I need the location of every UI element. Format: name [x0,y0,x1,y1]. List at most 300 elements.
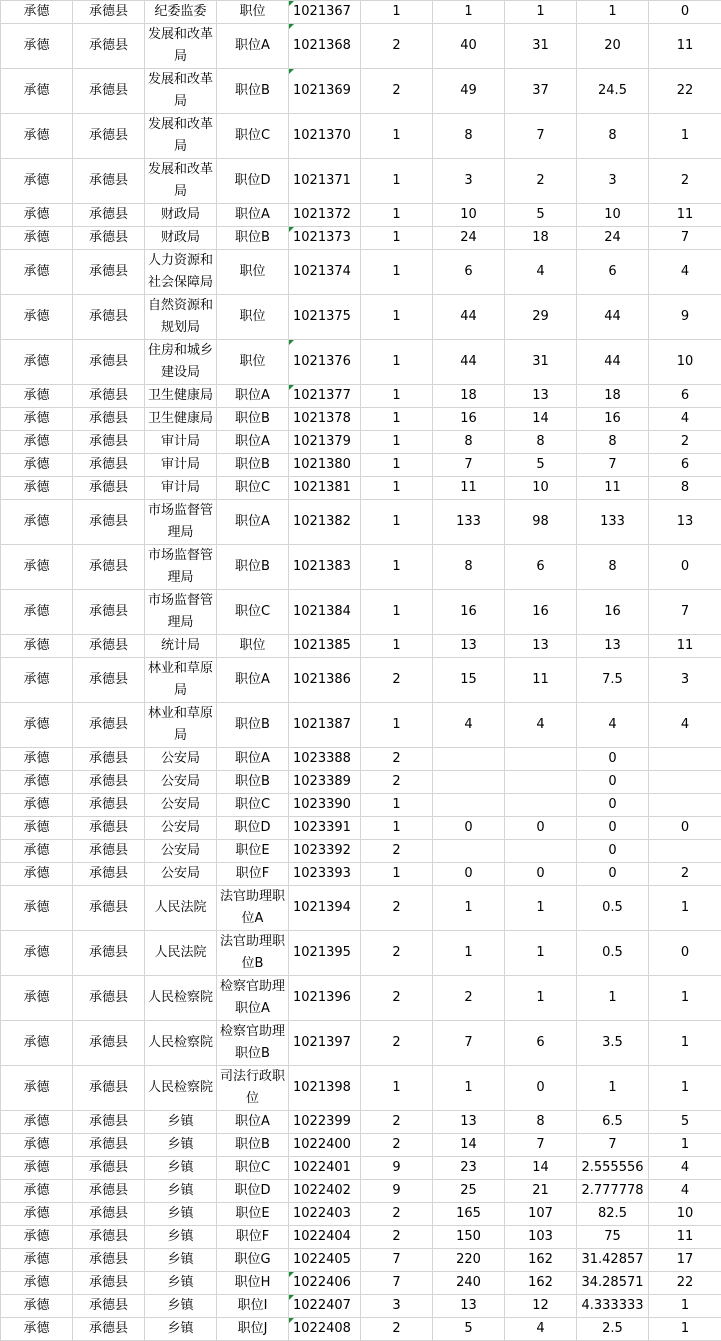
county-cell[interactable]: 承德县 [73,748,145,771]
ratio-cell[interactable]: 7 [577,454,649,477]
position-cell[interactable]: 职位A [217,24,289,69]
paid-cell[interactable]: 22 [649,69,721,114]
department-cell[interactable]: 林业和草原局 [145,703,217,748]
hiring-count-cell[interactable]: 7 [361,1272,433,1295]
city-cell[interactable]: 承德 [1,771,73,794]
approved-cell[interactable]: 8 [505,1111,577,1134]
position-cell[interactable]: 职位 [217,1,289,24]
hiring-count-cell[interactable]: 2 [361,1021,433,1066]
ratio-cell[interactable]: 6.5 [577,1111,649,1134]
approved-cell[interactable]: 31 [505,24,577,69]
city-cell[interactable]: 承德 [1,1318,73,1341]
position-cell[interactable]: 职位D [217,1180,289,1203]
applicants-cell[interactable]: 3 [433,159,505,204]
hiring-count-cell[interactable]: 2 [361,886,433,931]
position-cell[interactable]: 检察官助理职位A [217,976,289,1021]
approved-cell[interactable]: 31 [505,340,577,385]
applicants-cell[interactable]: 13 [433,1111,505,1134]
approved-cell[interactable]: 4 [505,1318,577,1341]
county-cell[interactable]: 承德县 [73,1157,145,1180]
position-cell[interactable]: 检察官助理职位B [217,1021,289,1066]
ratio-cell[interactable]: 2.5 [577,1318,649,1341]
city-cell[interactable]: 承德 [1,1203,73,1226]
county-cell[interactable]: 承德县 [73,703,145,748]
position-cell[interactable]: 职位C [217,114,289,159]
paid-cell[interactable]: 22 [649,1272,721,1295]
department-cell[interactable]: 乡镇 [145,1295,217,1318]
applicants-cell[interactable]: 40 [433,24,505,69]
approved-cell[interactable]: 8 [505,431,577,454]
department-cell[interactable]: 纪委监委 [145,1,217,24]
paid-cell[interactable] [649,771,721,794]
city-cell[interactable]: 承德 [1,1134,73,1157]
county-cell[interactable]: 承德县 [73,204,145,227]
approved-cell[interactable]: 98 [505,500,577,545]
department-cell[interactable]: 卫生健康局 [145,385,217,408]
hiring-count-cell[interactable]: 1 [361,817,433,840]
approved-cell[interactable]: 0 [505,863,577,886]
paid-cell[interactable]: 7 [649,227,721,250]
city-cell[interactable]: 承德 [1,1249,73,1272]
city-cell[interactable]: 承德 [1,431,73,454]
position-code-cell[interactable]: 1023393 [289,863,361,886]
ratio-cell[interactable]: 1 [577,976,649,1021]
position-code-cell[interactable]: 1021373 [289,227,361,250]
paid-cell[interactable]: 4 [649,250,721,295]
applicants-cell[interactable]: 14 [433,1134,505,1157]
department-cell[interactable]: 乡镇 [145,1226,217,1249]
applicants-cell[interactable]: 23 [433,1157,505,1180]
ratio-cell[interactable]: 4 [577,703,649,748]
department-cell[interactable]: 市场监督管理局 [145,545,217,590]
city-cell[interactable]: 承德 [1,590,73,635]
county-cell[interactable]: 承德县 [73,454,145,477]
paid-cell[interactable]: 0 [649,817,721,840]
position-code-cell[interactable]: 1022406 [289,1272,361,1295]
position-code-cell[interactable]: 1021378 [289,408,361,431]
position-cell[interactable]: 职位B [217,703,289,748]
position-code-cell[interactable]: 1022401 [289,1157,361,1180]
applicants-cell[interactable]: 8 [433,114,505,159]
applicants-cell[interactable]: 15 [433,658,505,703]
department-cell[interactable]: 乡镇 [145,1318,217,1341]
position-cell[interactable]: 职位A [217,1111,289,1134]
ratio-cell[interactable]: 31.42857 [577,1249,649,1272]
city-cell[interactable]: 承德 [1,658,73,703]
applicants-cell[interactable]: 220 [433,1249,505,1272]
county-cell[interactable]: 承德县 [73,863,145,886]
approved-cell[interactable]: 37 [505,69,577,114]
paid-cell[interactable]: 11 [649,24,721,69]
department-cell[interactable]: 住房和城乡建设局 [145,340,217,385]
county-cell[interactable]: 承德县 [73,500,145,545]
approved-cell[interactable]: 18 [505,227,577,250]
position-code-cell[interactable]: 1021386 [289,658,361,703]
county-cell[interactable]: 承德县 [73,545,145,590]
department-cell[interactable]: 审计局 [145,431,217,454]
city-cell[interactable]: 承德 [1,159,73,204]
county-cell[interactable]: 承德县 [73,886,145,931]
county-cell[interactable]: 承德县 [73,385,145,408]
position-code-cell[interactable]: 1022402 [289,1180,361,1203]
position-code-cell[interactable]: 1021397 [289,1021,361,1066]
paid-cell[interactable]: 5 [649,1111,721,1134]
position-code-cell[interactable]: 1022404 [289,1226,361,1249]
hiring-count-cell[interactable]: 2 [361,840,433,863]
approved-cell[interactable]: 12 [505,1295,577,1318]
city-cell[interactable]: 承德 [1,1226,73,1249]
hiring-count-cell[interactable]: 2 [361,1226,433,1249]
hiring-count-cell[interactable]: 1 [361,114,433,159]
county-cell[interactable]: 承德县 [73,1021,145,1066]
position-code-cell[interactable]: 1021377 [289,385,361,408]
county-cell[interactable]: 承德县 [73,159,145,204]
hiring-count-cell[interactable]: 9 [361,1180,433,1203]
paid-cell[interactable]: 0 [649,931,721,976]
paid-cell[interactable]: 1 [649,114,721,159]
city-cell[interactable]: 承德 [1,295,73,340]
county-cell[interactable]: 承德县 [73,1,145,24]
city-cell[interactable]: 承德 [1,1021,73,1066]
applicants-cell[interactable]: 16 [433,408,505,431]
county-cell[interactable]: 承德县 [73,1066,145,1111]
hiring-count-cell[interactable]: 1 [361,340,433,385]
county-cell[interactable]: 承德县 [73,840,145,863]
ratio-cell[interactable]: 34.28571 [577,1272,649,1295]
approved-cell[interactable]: 162 [505,1272,577,1295]
position-cell[interactable]: 职位 [217,250,289,295]
ratio-cell[interactable]: 8 [577,114,649,159]
applicants-cell[interactable]: 49 [433,69,505,114]
position-cell[interactable]: 职位 [217,340,289,385]
position-cell[interactable]: 职位 [217,295,289,340]
department-cell[interactable]: 公安局 [145,863,217,886]
department-cell[interactable]: 公安局 [145,817,217,840]
hiring-count-cell[interactable]: 1 [361,477,433,500]
hiring-count-cell[interactable]: 2 [361,748,433,771]
approved-cell[interactable]: 6 [505,545,577,590]
county-cell[interactable]: 承德县 [73,1318,145,1341]
position-cell[interactable]: 职位B [217,69,289,114]
county-cell[interactable]: 承德县 [73,635,145,658]
city-cell[interactable]: 承德 [1,1180,73,1203]
county-cell[interactable]: 承德县 [73,295,145,340]
applicants-cell[interactable]: 13 [433,635,505,658]
city-cell[interactable]: 承德 [1,454,73,477]
department-cell[interactable]: 人民法院 [145,886,217,931]
county-cell[interactable]: 承德县 [73,340,145,385]
county-cell[interactable]: 承德县 [73,590,145,635]
city-cell[interactable]: 承德 [1,817,73,840]
position-code-cell[interactable]: 1022399 [289,1111,361,1134]
approved-cell[interactable]: 4 [505,250,577,295]
city-cell[interactable]: 承德 [1,1111,73,1134]
applicants-cell[interactable]: 0 [433,863,505,886]
department-cell[interactable]: 人民检察院 [145,1066,217,1111]
department-cell[interactable]: 乡镇 [145,1203,217,1226]
position-code-cell[interactable]: 1021376 [289,340,361,385]
approved-cell[interactable]: 2 [505,159,577,204]
department-cell[interactable]: 财政局 [145,204,217,227]
department-cell[interactable]: 统计局 [145,635,217,658]
department-cell[interactable]: 乡镇 [145,1272,217,1295]
applicants-cell[interactable]: 7 [433,1021,505,1066]
department-cell[interactable]: 人民法院 [145,931,217,976]
hiring-count-cell[interactable]: 1 [361,1,433,24]
paid-cell[interactable]: 11 [649,1226,721,1249]
department-cell[interactable]: 公安局 [145,840,217,863]
ratio-cell[interactable]: 0 [577,840,649,863]
applicants-cell[interactable]: 7 [433,454,505,477]
applicants-cell[interactable]: 165 [433,1203,505,1226]
applicants-cell[interactable]: 16 [433,590,505,635]
position-cell[interactable]: 职位D [217,159,289,204]
approved-cell[interactable]: 1 [505,1,577,24]
hiring-count-cell[interactable]: 2 [361,1318,433,1341]
position-cell[interactable]: 职位B [217,227,289,250]
hiring-count-cell[interactable]: 1 [361,454,433,477]
applicants-cell[interactable] [433,771,505,794]
approved-cell[interactable]: 21 [505,1180,577,1203]
position-cell[interactable]: 职位 [217,635,289,658]
paid-cell[interactable]: 6 [649,454,721,477]
hiring-count-cell[interactable]: 1 [361,385,433,408]
position-cell[interactable]: 职位G [217,1249,289,1272]
applicants-cell[interactable] [433,840,505,863]
position-cell[interactable]: 职位A [217,385,289,408]
position-cell[interactable]: 职位C [217,590,289,635]
hiring-count-cell[interactable]: 1 [361,250,433,295]
city-cell[interactable]: 承德 [1,886,73,931]
paid-cell[interactable]: 6 [649,385,721,408]
county-cell[interactable]: 承德县 [73,1226,145,1249]
department-cell[interactable]: 市场监督管理局 [145,500,217,545]
city-cell[interactable]: 承德 [1,408,73,431]
position-code-cell[interactable]: 1021372 [289,204,361,227]
position-code-cell[interactable]: 1022405 [289,1249,361,1272]
position-cell[interactable]: 职位C [217,477,289,500]
ratio-cell[interactable]: 0.5 [577,931,649,976]
applicants-cell[interactable]: 2 [433,976,505,1021]
county-cell[interactable]: 承德县 [73,431,145,454]
position-code-cell[interactable]: 1021380 [289,454,361,477]
position-code-cell[interactable]: 1021371 [289,159,361,204]
applicants-cell[interactable]: 10 [433,204,505,227]
department-cell[interactable]: 审计局 [145,477,217,500]
ratio-cell[interactable]: 0 [577,817,649,840]
position-cell[interactable]: 职位C [217,1157,289,1180]
applicants-cell[interactable]: 5 [433,1318,505,1341]
hiring-count-cell[interactable]: 1 [361,590,433,635]
county-cell[interactable]: 承德县 [73,1111,145,1134]
ratio-cell[interactable]: 10 [577,204,649,227]
ratio-cell[interactable]: 0 [577,794,649,817]
ratio-cell[interactable]: 44 [577,295,649,340]
county-cell[interactable]: 承德县 [73,976,145,1021]
department-cell[interactable]: 人民检察院 [145,976,217,1021]
paid-cell[interactable]: 2 [649,863,721,886]
position-code-cell[interactable]: 1021381 [289,477,361,500]
hiring-count-cell[interactable]: 1 [361,408,433,431]
hiring-count-cell[interactable]: 2 [361,771,433,794]
approved-cell[interactable]: 7 [505,1134,577,1157]
paid-cell[interactable]: 4 [649,1157,721,1180]
approved-cell[interactable] [505,748,577,771]
approved-cell[interactable]: 0 [505,1066,577,1111]
hiring-count-cell[interactable]: 1 [361,794,433,817]
department-cell[interactable]: 发展和改革局 [145,159,217,204]
hiring-count-cell[interactable]: 1 [361,227,433,250]
hiring-count-cell[interactable]: 2 [361,69,433,114]
paid-cell[interactable]: 8 [649,477,721,500]
paid-cell[interactable]: 17 [649,1249,721,1272]
position-cell[interactable]: 职位B [217,771,289,794]
hiring-count-cell[interactable]: 7 [361,1249,433,1272]
paid-cell[interactable]: 0 [649,1,721,24]
position-code-cell[interactable]: 1021384 [289,590,361,635]
approved-cell[interactable]: 16 [505,590,577,635]
paid-cell[interactable]: 11 [649,204,721,227]
paid-cell[interactable]: 4 [649,408,721,431]
position-cell[interactable]: 职位J [217,1318,289,1341]
county-cell[interactable]: 承德县 [73,408,145,431]
position-cell[interactable]: 司法行政职位 [217,1066,289,1111]
applicants-cell[interactable]: 24 [433,227,505,250]
paid-cell[interactable] [649,794,721,817]
county-cell[interactable]: 承德县 [73,1272,145,1295]
county-cell[interactable]: 承德县 [73,114,145,159]
approved-cell[interactable]: 5 [505,454,577,477]
county-cell[interactable]: 承德县 [73,771,145,794]
position-code-cell[interactable]: 1021379 [289,431,361,454]
position-cell[interactable]: 职位B [217,1134,289,1157]
position-cell[interactable]: 职位B [217,545,289,590]
approved-cell[interactable]: 107 [505,1203,577,1226]
position-code-cell[interactable]: 1023389 [289,771,361,794]
department-cell[interactable]: 财政局 [145,227,217,250]
paid-cell[interactable]: 1 [649,1021,721,1066]
position-code-cell[interactable]: 1021385 [289,635,361,658]
ratio-cell[interactable]: 6 [577,250,649,295]
applicants-cell[interactable] [433,794,505,817]
approved-cell[interactable]: 7 [505,114,577,159]
paid-cell[interactable]: 13 [649,500,721,545]
position-code-cell[interactable]: 1022407 [289,1295,361,1318]
approved-cell[interactable]: 14 [505,1157,577,1180]
hiring-count-cell[interactable]: 2 [361,1203,433,1226]
hiring-count-cell[interactable]: 2 [361,1111,433,1134]
hiring-count-cell[interactable]: 9 [361,1157,433,1180]
department-cell[interactable]: 公安局 [145,794,217,817]
applicants-cell[interactable]: 4 [433,703,505,748]
position-cell[interactable]: 职位E [217,1203,289,1226]
department-cell[interactable]: 卫生健康局 [145,408,217,431]
ratio-cell[interactable]: 2.555556 [577,1157,649,1180]
hiring-count-cell[interactable]: 2 [361,658,433,703]
county-cell[interactable]: 承德县 [73,1134,145,1157]
position-code-cell[interactable]: 1021398 [289,1066,361,1111]
approved-cell[interactable]: 10 [505,477,577,500]
position-code-cell[interactable]: 1021370 [289,114,361,159]
applicants-cell[interactable]: 25 [433,1180,505,1203]
applicants-cell[interactable]: 44 [433,340,505,385]
position-code-cell[interactable]: 1022403 [289,1203,361,1226]
applicants-cell[interactable]: 0 [433,817,505,840]
paid-cell[interactable] [649,840,721,863]
city-cell[interactable]: 承德 [1,748,73,771]
position-cell[interactable]: 职位A [217,658,289,703]
approved-cell[interactable]: 13 [505,635,577,658]
county-cell[interactable]: 承德县 [73,69,145,114]
city-cell[interactable]: 承德 [1,227,73,250]
paid-cell[interactable]: 2 [649,431,721,454]
position-cell[interactable]: 职位D [217,817,289,840]
approved-cell[interactable]: 13 [505,385,577,408]
hiring-count-cell[interactable]: 2 [361,976,433,1021]
position-code-cell[interactable]: 1023390 [289,794,361,817]
ratio-cell[interactable]: 0.5 [577,886,649,931]
department-cell[interactable]: 审计局 [145,454,217,477]
approved-cell[interactable]: 11 [505,658,577,703]
approved-cell[interactable]: 1 [505,931,577,976]
position-code-cell[interactable]: 1021383 [289,545,361,590]
position-cell[interactable]: 法官助理职位A [217,886,289,931]
hiring-count-cell[interactable]: 1 [361,431,433,454]
ratio-cell[interactable]: 13 [577,635,649,658]
position-cell[interactable]: 职位A [217,204,289,227]
paid-cell[interactable]: 1 [649,1295,721,1318]
ratio-cell[interactable]: 3.5 [577,1021,649,1066]
paid-cell[interactable]: 1 [649,1066,721,1111]
county-cell[interactable]: 承德县 [73,250,145,295]
ratio-cell[interactable]: 44 [577,340,649,385]
paid-cell[interactable]: 1 [649,976,721,1021]
paid-cell[interactable]: 1 [649,1134,721,1157]
paid-cell[interactable]: 2 [649,159,721,204]
position-code-cell[interactable]: 1023392 [289,840,361,863]
applicants-cell[interactable]: 133 [433,500,505,545]
county-cell[interactable]: 承德县 [73,1203,145,1226]
position-cell[interactable]: 职位C [217,794,289,817]
county-cell[interactable]: 承德县 [73,817,145,840]
position-cell[interactable]: 职位H [217,1272,289,1295]
paid-cell[interactable]: 9 [649,295,721,340]
city-cell[interactable]: 承德 [1,863,73,886]
position-code-cell[interactable]: 1021387 [289,703,361,748]
ratio-cell[interactable]: 82.5 [577,1203,649,1226]
applicants-cell[interactable]: 11 [433,477,505,500]
department-cell[interactable]: 林业和草原局 [145,658,217,703]
city-cell[interactable]: 承德 [1,1,73,24]
department-cell[interactable]: 发展和改革局 [145,24,217,69]
county-cell[interactable]: 承德县 [73,1295,145,1318]
position-code-cell[interactable]: 1022408 [289,1318,361,1341]
department-cell[interactable]: 公安局 [145,748,217,771]
city-cell[interactable]: 承德 [1,703,73,748]
paid-cell[interactable]: 3 [649,658,721,703]
ratio-cell[interactable]: 0 [577,748,649,771]
applicants-cell[interactable]: 1 [433,931,505,976]
position-cell[interactable]: 职位A [217,500,289,545]
department-cell[interactable]: 乡镇 [145,1157,217,1180]
position-cell[interactable]: 职位F [217,1226,289,1249]
paid-cell[interactable]: 1 [649,1318,721,1341]
ratio-cell[interactable]: 75 [577,1226,649,1249]
ratio-cell[interactable]: 7.5 [577,658,649,703]
city-cell[interactable]: 承德 [1,1295,73,1318]
approved-cell[interactable]: 5 [505,204,577,227]
applicants-cell[interactable]: 13 [433,1295,505,1318]
